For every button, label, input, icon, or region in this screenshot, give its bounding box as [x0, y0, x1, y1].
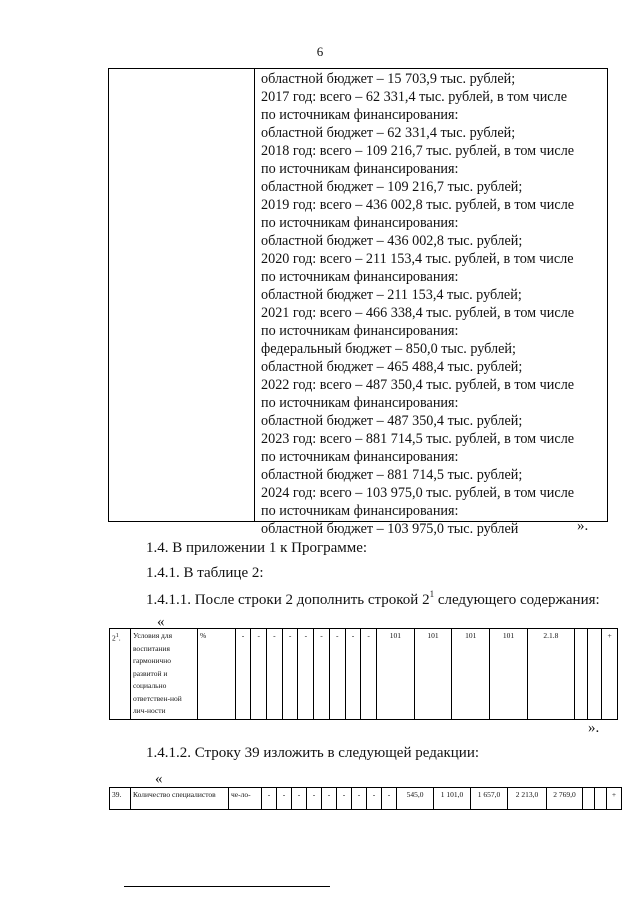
- empty-cell: [595, 788, 607, 810]
- paragraph-1-4-1: 1.4.1. В таблице 2:: [146, 565, 264, 581]
- budget-line: по источникам финансирования:: [261, 323, 459, 339]
- budget-line: 2022 год: всего – 487 350,4 тыс. рублей, в том числе: [261, 377, 575, 393]
- value-cell: -: [277, 788, 292, 810]
- value-cell: -: [292, 788, 307, 810]
- value-cell: 545,0: [397, 788, 434, 810]
- budget-line: 2019 год: всего – 436 002,8 тыс. рублей, в том числе: [261, 197, 575, 213]
- budget-line: 2017 год: всего – 62 331,4 тыс. рублей, в том числе: [261, 89, 567, 105]
- budget-line: по источникам финансирования:: [261, 269, 459, 285]
- value-cell: -: [367, 788, 382, 810]
- reference-cell: 2.1.8: [527, 629, 574, 720]
- value-cell: 101: [452, 629, 490, 720]
- indicator-name-cell: Количество специалистов: [131, 788, 229, 810]
- budget-line: по источникам финансирования:: [261, 449, 459, 465]
- budget-line: областной бюджет – 436 002,8 тыс. рублей;: [261, 233, 523, 249]
- value-cell: 101: [490, 629, 528, 720]
- value-cell: 1 101,0: [434, 788, 471, 810]
- opening-quote: «: [155, 771, 163, 787]
- value-cell: -: [345, 629, 361, 720]
- indicator-name-cell: Условия для воспитания гармонично развитой и социально ответствен-ной лич-ности: [130, 629, 197, 720]
- budget-line: 2024 год: всего – 103 975,0 тыс. рублей, в том числе: [261, 485, 575, 501]
- paragraph-1-4-1-1: [146, 589, 600, 609]
- opening-quote: «: [157, 614, 165, 630]
- value-cell: 1 657,0: [471, 788, 508, 810]
- budget-line: областной бюджет – 211 153,4 тыс. рублей;: [261, 287, 522, 303]
- unit-cell: %: [197, 629, 235, 720]
- budget-table: [108, 68, 608, 537]
- value-cell: -: [262, 788, 277, 810]
- budget-line: областной бюджет – 103 975,0 тыс. рублей: [261, 521, 519, 537]
- budget-line: областной бюджет – 465 488,4 тыс. рублей;: [261, 359, 523, 375]
- paragraph-1-4: 1.4. В приложении 1 к Программе:: [146, 540, 368, 556]
- page-number: 6: [316, 44, 324, 59]
- closing-quote: ».: [588, 720, 600, 736]
- budget-line: по источникам финансирования:: [261, 161, 459, 177]
- budget-line: 2018 год: всего – 109 216,7 тыс. рублей, в том числе: [261, 143, 575, 159]
- value-cell: -: [382, 788, 397, 810]
- value-cell: -: [282, 629, 298, 720]
- empty-cell: [574, 629, 587, 720]
- superscript: 1: [429, 589, 435, 599]
- value-cell: -: [314, 629, 330, 720]
- value-cell: 2 769,0: [547, 788, 583, 810]
- value-cell: -: [298, 629, 314, 720]
- value-cell: -: [307, 788, 322, 810]
- value-cell: -: [337, 788, 352, 810]
- value-cell: 101: [414, 629, 452, 720]
- value-cell: -: [235, 629, 251, 720]
- unit-cell: че-ло-: [229, 788, 262, 810]
- value-cell: -: [267, 629, 283, 720]
- empty-cell: [583, 788, 595, 810]
- value-cell: -: [352, 788, 367, 810]
- value-cell: 101: [377, 629, 415, 720]
- paragraph-text: 1.4.1.1. После строки 2 дополнить строкой 2: [146, 592, 430, 608]
- budget-line: по источникам финансирования:: [261, 215, 459, 231]
- budget-line: федеральный бюджет – 850,0 тыс. рублей;: [261, 341, 516, 357]
- budget-line: областной бюджет – 881 714,5 тыс. рублей;: [261, 467, 523, 483]
- value-cell: -: [322, 788, 337, 810]
- row-number-cell: $2^1$.: [110, 629, 131, 720]
- budget-line: 2020 год: всего – 211 153,4 тыс. рублей, в том числе: [261, 251, 574, 267]
- footer-rule: [124, 886, 330, 887]
- budget-line: по источникам финансирования:: [261, 107, 459, 123]
- budget-line: областной бюджет – 15 703,9 тыс. рублей;: [261, 71, 516, 87]
- table-row-39: [109, 787, 622, 810]
- empty-cell: [587, 629, 602, 720]
- row-number-cell: 39.: [110, 788, 131, 810]
- budget-line: областной бюджет – 109 216,7 тыс. рублей;: [261, 179, 523, 195]
- budget-line: 2023 год: всего – 881 714,5 тыс. рублей, в том числе: [261, 431, 575, 447]
- flag-cell: +: [607, 788, 622, 810]
- paragraph-1-4-1-2: 1.4.1.2. Строку 39 изложить в следующей редакции:: [146, 745, 480, 761]
- value-cell: -: [251, 629, 267, 720]
- table-column-divider: [254, 69, 255, 521]
- paragraph-text: следующего содержания:: [434, 592, 600, 608]
- value-cell: 2 213,0: [508, 788, 547, 810]
- budget-line: областной бюджет – 487 350,4 тыс. рублей;: [261, 413, 523, 429]
- budget-line: 2021 год: всего – 466 338,4 тыс. рублей, в том числе: [261, 305, 575, 321]
- table-row-2-1: [109, 628, 618, 720]
- budget-line: областной бюджет – 62 331,4 тыс. рублей;: [261, 125, 516, 141]
- value-cell: -: [329, 629, 345, 720]
- budget-line: по источникам финансирования:: [261, 503, 459, 519]
- budget-funding-list: [261, 70, 605, 538]
- budget-line: по источникам финансирования:: [261, 395, 459, 411]
- closing-quote: ».: [577, 518, 589, 534]
- flag-cell: +: [602, 629, 618, 720]
- value-cell: -: [361, 629, 377, 720]
